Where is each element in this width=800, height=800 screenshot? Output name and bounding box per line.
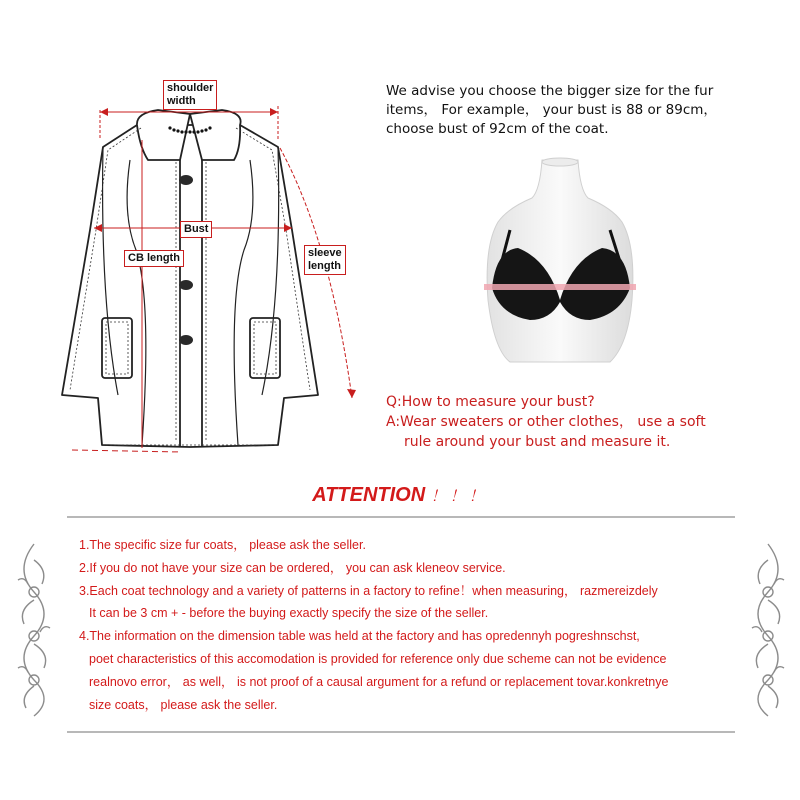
size-advice-line: choose bust of 92cm of the coat. (386, 121, 609, 137)
shoulder-width-label-line2: width (167, 95, 196, 107)
faq-answer-line2: rule around your bust and measure it. (404, 434, 671, 450)
faq-answer-line1: A:Wear sweaters or other clothes， use a soft (386, 414, 706, 430)
bust-mannequin-illustration (470, 150, 650, 370)
coat-outline (62, 110, 318, 447)
note-line: 1.The specific size fur coats， please ask the seller. (79, 538, 366, 552)
bust-label: Bust (180, 221, 212, 238)
attention-notes-box (67, 516, 735, 733)
note-line: It can be 3 cm + - before the buying exactly specify the size of the seller. (89, 606, 489, 621)
mannequin-neck-top (542, 158, 578, 166)
note-line: 4.The information on the dimension table was held at the factory and has opredennyh pogreshnschst, (79, 629, 640, 644)
right-ornament-icon (742, 540, 794, 720)
attention-title: ATTENTION (312, 484, 426, 506)
sleeve-length-label-line2: length (308, 260, 341, 272)
bust-measure-faq (386, 392, 706, 452)
left-ornament-icon (8, 540, 60, 720)
size-advice (386, 82, 766, 139)
shoulder-width-label (163, 80, 217, 110)
attention-notes (79, 534, 729, 716)
bust-measure-band (484, 284, 636, 290)
note-line: poet characteristics of this accomodation is provided for reference only due scheme can not be evidence (89, 651, 667, 666)
attention-exclamation: ！！！ (430, 488, 488, 505)
sleeve-length-label-line1: sleeve (308, 247, 342, 259)
attention-heading (0, 484, 800, 507)
size-advice-line: items， For example， your bust is 88 or 89cm， (386, 102, 717, 118)
note-line: 3.Each coat technology and a variety of patterns in a factory to refine！when measuring， razmereizdely (79, 583, 658, 598)
cb-length-label: CB length (124, 250, 184, 267)
sleeve-length-label (304, 245, 346, 275)
note-line: realnovo error， as well， is not proof of a causal argument for a refund or replacement tovar.konkretnye (89, 674, 669, 689)
faq-question: Q:How to measure your bust? (386, 394, 595, 410)
note-line: 2.If you do not have your size can be ordered， you can ask kleneov service. (79, 560, 506, 575)
note-line: size coats， please ask the seller. (89, 697, 278, 712)
shoulder-width-label-line1: shoulder (167, 82, 214, 94)
size-advice-line: We advise you choose the bigger size for the fur (386, 83, 714, 99)
